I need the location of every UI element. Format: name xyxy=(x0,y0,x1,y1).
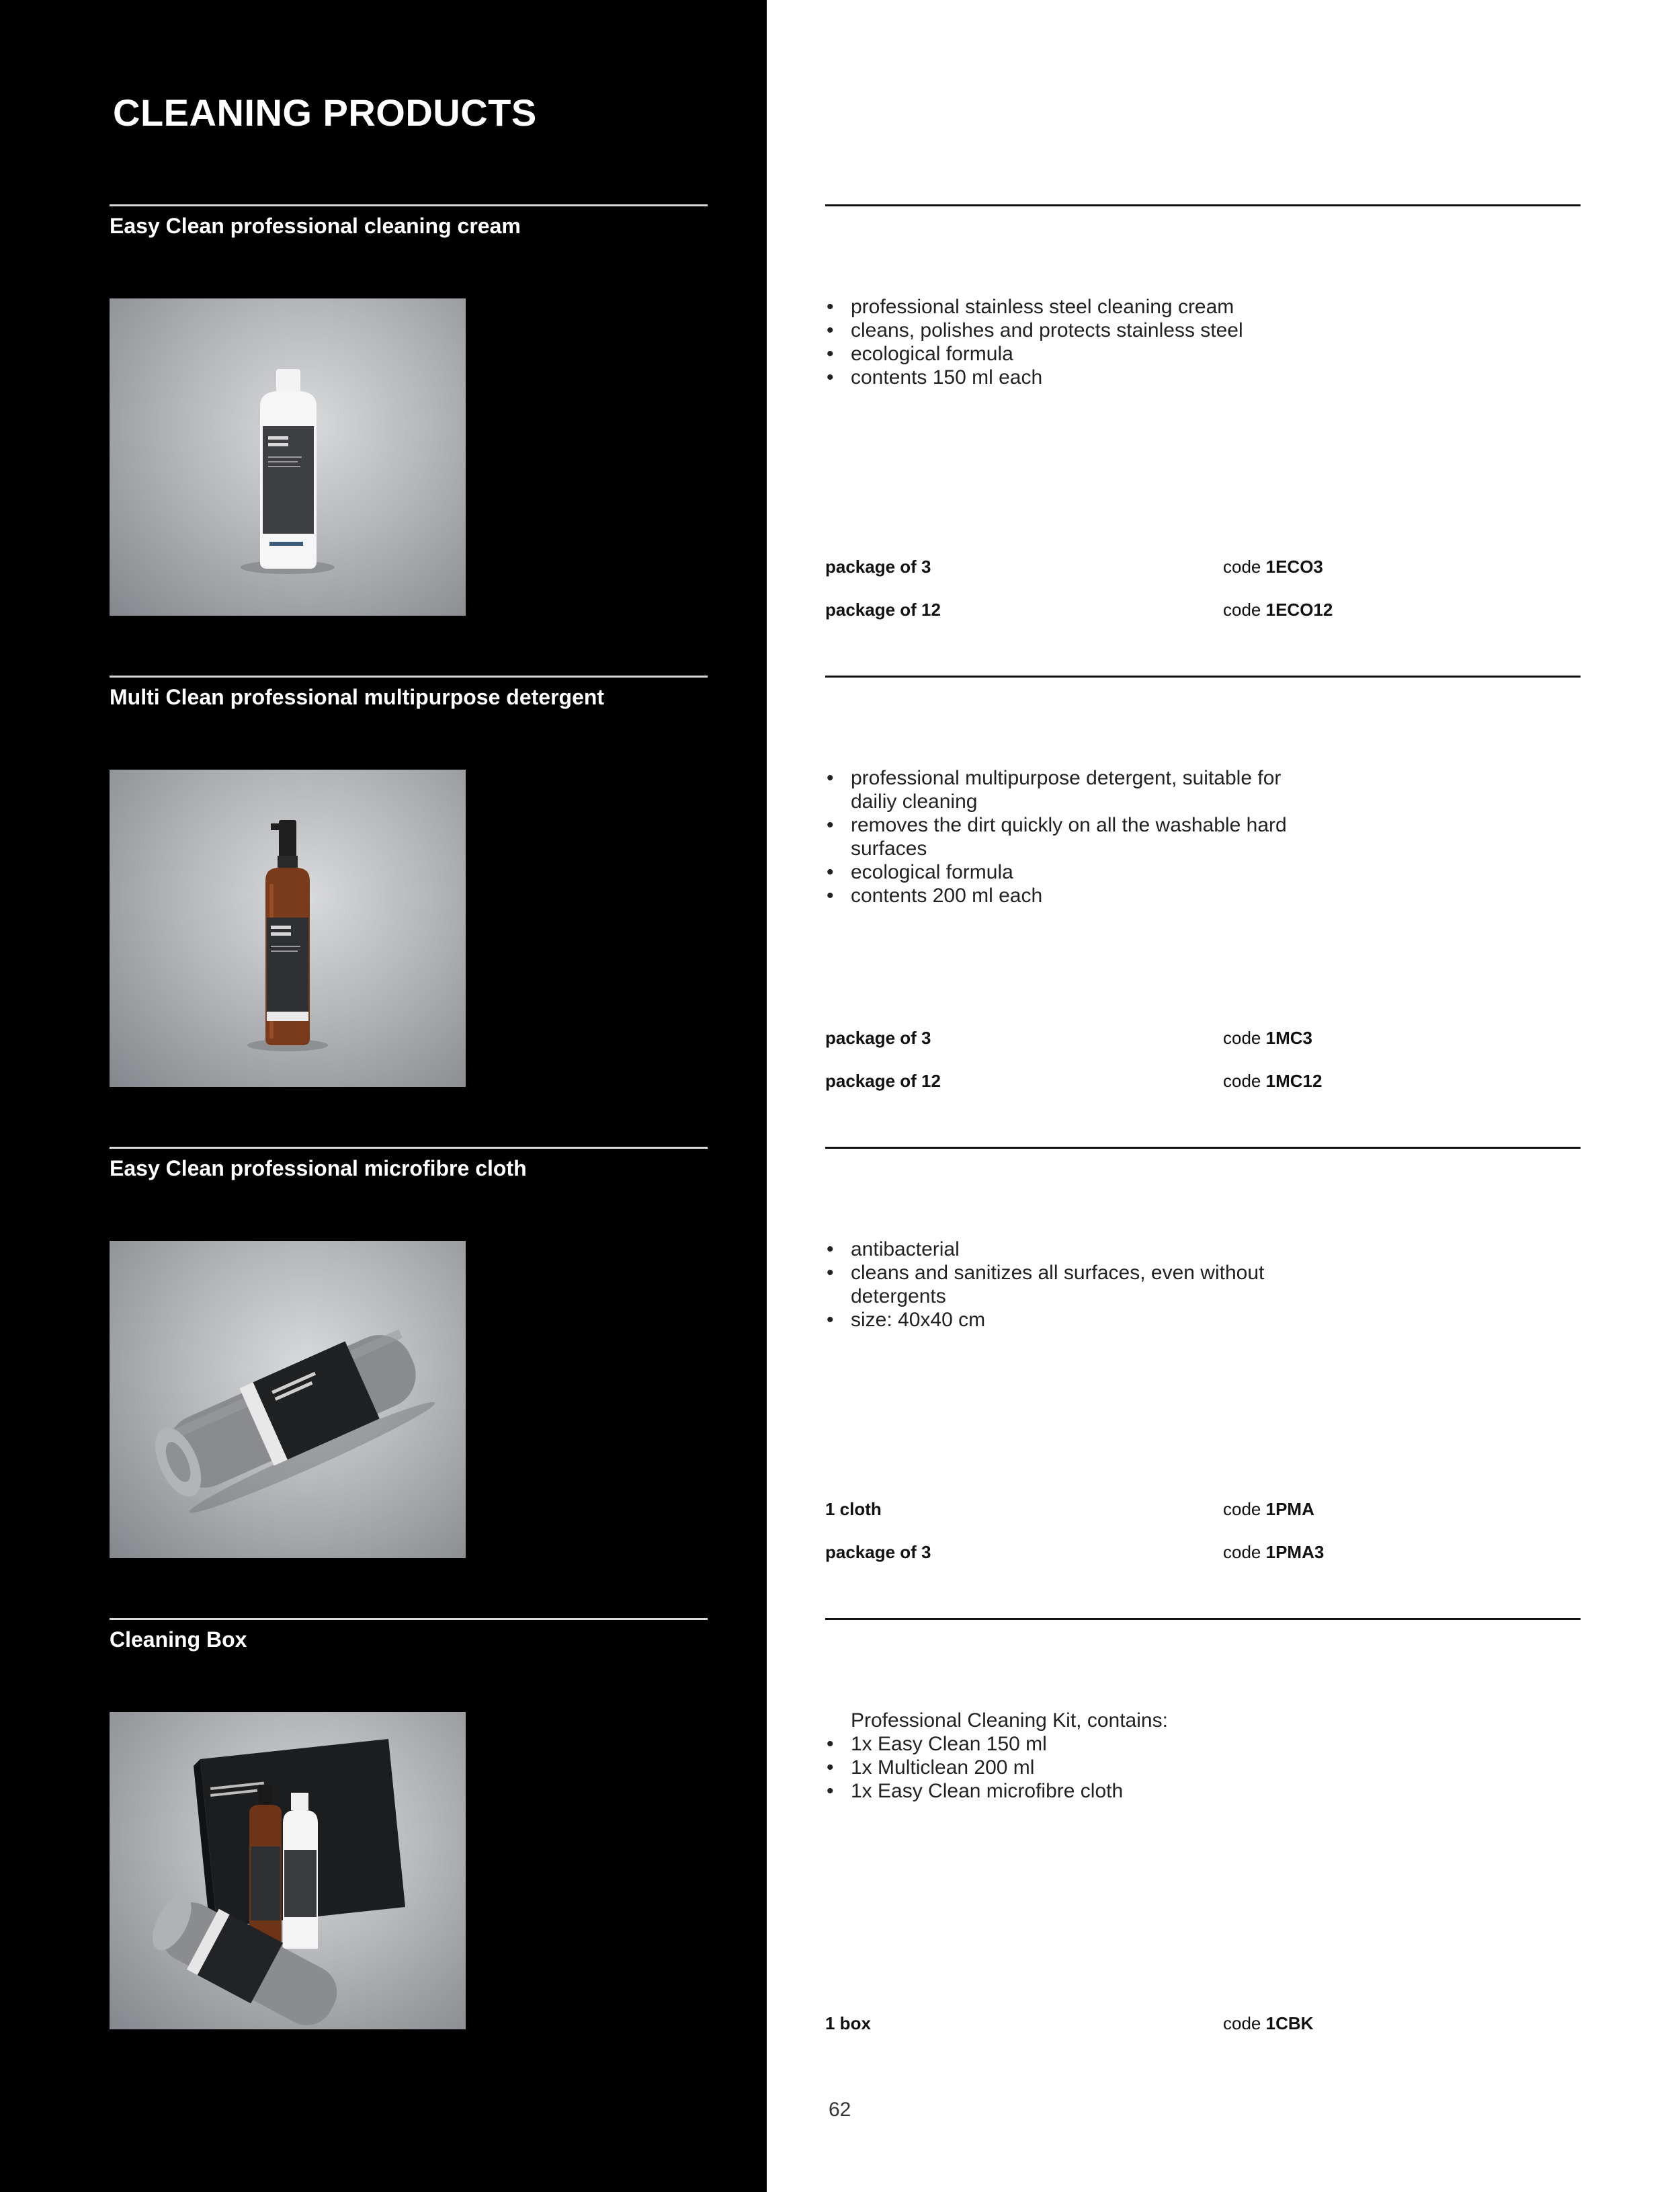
package-code: code 1CBK xyxy=(1223,2013,1314,2033)
divider-left xyxy=(110,1618,708,1620)
divider-left xyxy=(110,1147,708,1149)
cleaning-kit-icon xyxy=(110,1712,466,2029)
page-title: CLEANING PRODUCTS xyxy=(113,91,537,134)
feature-item: • professional stainless steel cleaning cream xyxy=(825,295,1296,319)
product-name: Easy Clean professional microfibre cloth xyxy=(110,1156,527,1180)
product-photo-microfibre-cloth xyxy=(110,1241,466,1558)
package-code: code 1ECO12 xyxy=(1223,600,1333,620)
package-label: package of 12 xyxy=(825,1071,941,1091)
feature-item: • ecological formula xyxy=(825,860,1296,884)
feature-item: • removes the dirt quickly on all the washable hard surfaces xyxy=(825,813,1296,860)
product-section-easy-clean-cream xyxy=(0,204,1680,675)
feature-item: • cleans and sanitizes all surfaces, even without detergents xyxy=(825,1261,1296,1308)
white-bottle-icon xyxy=(110,298,466,616)
feature-item: • professional multipurpose detergent, suitable for dailiy cleaning xyxy=(825,766,1296,813)
package-code: code 1ECO3 xyxy=(1223,557,1323,577)
feature-list xyxy=(825,1709,1296,1803)
package-label: 1 box xyxy=(825,2013,871,2033)
product-photo-cleaning-box xyxy=(110,1712,466,2029)
product-name: Easy Clean professional cleaning cream xyxy=(110,214,521,238)
spray-bottle-icon xyxy=(110,770,466,1087)
package-code: code 1MC3 xyxy=(1223,1028,1312,1048)
product-name: Multi Clean professional multipurpose detergent xyxy=(110,685,605,709)
product-photo-cleaning-cream xyxy=(110,298,466,616)
feature-item: • ecological formula xyxy=(825,342,1296,366)
product-section-multi-clean xyxy=(0,676,1680,1146)
feature-item: • contents 200 ml each xyxy=(825,884,1296,907)
package-code: code 1MC12 xyxy=(1223,1071,1322,1091)
feature-intro: Professional Cleaning Kit, contains: xyxy=(851,1709,1168,1732)
package-label: 1 cloth xyxy=(825,1499,882,1519)
divider-right xyxy=(825,204,1581,206)
package-code: code 1PMA xyxy=(1223,1499,1314,1519)
divider-left xyxy=(110,676,708,678)
divider-right xyxy=(825,676,1581,678)
feature-list xyxy=(825,1237,1296,1332)
package-code: code 1PMA3 xyxy=(1223,1542,1325,1562)
divider-left xyxy=(110,204,708,206)
page-number: 62 xyxy=(829,2099,851,2121)
divider-right xyxy=(825,1147,1581,1149)
product-name: Cleaning Box xyxy=(110,1627,247,1652)
feature-list xyxy=(825,766,1296,907)
divider-right xyxy=(825,1618,1581,1620)
package-label: package of 3 xyxy=(825,557,931,577)
rolled-cloth-icon xyxy=(110,1241,466,1558)
package-label: package of 3 xyxy=(825,1542,931,1562)
feature-list xyxy=(825,295,1296,389)
feature-item: • 1x Easy Clean microfibre cloth xyxy=(825,1779,1296,1803)
package-label: package of 3 xyxy=(825,1028,931,1048)
feature-item: • cleans, polishes and protects stainless steel xyxy=(825,319,1296,342)
feature-item: • 1x Multiclean 200 ml xyxy=(825,1756,1296,1779)
product-photo-multi-clean xyxy=(110,770,466,1087)
package-label: package of 12 xyxy=(825,600,941,620)
feature-item: • antibacterial xyxy=(825,1237,1296,1261)
feature-item: • 1x Easy Clean 150 ml xyxy=(825,1732,1296,1756)
product-section-microfibre-cloth xyxy=(0,1147,1680,1617)
feature-item: • contents 150 ml each xyxy=(825,366,1296,389)
feature-item: • size: 40x40 cm xyxy=(825,1308,1296,1332)
product-section-cleaning-box xyxy=(0,1618,1680,2088)
